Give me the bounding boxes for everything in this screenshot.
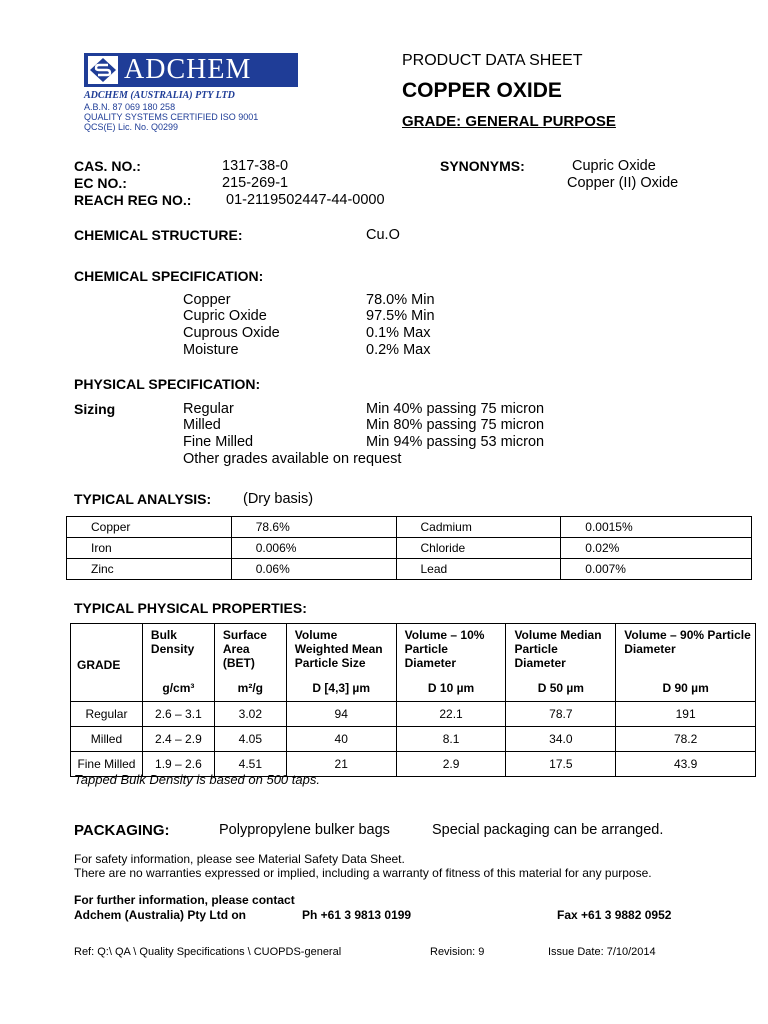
sizing-value: Min 94% passing 53 micron — [366, 434, 545, 450]
table-cell: 0.06% — [231, 559, 396, 580]
doc-revision: Revision: 9 — [430, 946, 485, 958]
packaging-label: PACKAGING: — [74, 822, 170, 839]
properties-table — [70, 623, 756, 777]
safety-note: For safety information, please see Material Safety Data Sheet. — [74, 852, 405, 866]
sizing-grade: Fine Milled — [183, 434, 254, 450]
reach-label: REACH REG NO.: — [74, 192, 192, 208]
table-cell: Fine Milled — [71, 752, 143, 777]
table-cell: Iron — [67, 538, 232, 559]
structure-value: Cu.O — [366, 227, 400, 243]
analysis-table — [66, 516, 752, 580]
table-cell: 4.05 — [214, 727, 286, 752]
contact-phone: Ph +61 3 9813 0199 — [302, 908, 412, 922]
contact-fax: Fax +61 3 9882 0952 — [557, 908, 672, 922]
company-abn: A.B.N. 87 069 180 258 — [84, 102, 176, 112]
product-title: COPPER OXIDE — [402, 79, 562, 102]
phys-spec-label: PHYSICAL SPECIFICATION: — [74, 376, 261, 392]
chem-spec-name: Cupric Oxide — [183, 308, 267, 324]
table-cell: 0.007% — [561, 559, 752, 580]
col-header-title: Bulk Density — [150, 628, 195, 656]
table-cell: 17.5 — [506, 752, 616, 777]
properties-note: Tapped Bulk Density is based on 500 taps. — [74, 772, 320, 787]
table-cell: Copper — [67, 517, 232, 538]
col-header-bulk-density — [142, 624, 214, 702]
col-header-d90 — [616, 624, 756, 702]
table-row — [67, 559, 752, 580]
chem-spec-value: 0.1% Max — [366, 325, 431, 341]
table-cell: 3.02 — [214, 702, 286, 727]
chem-spec-value: 78.0% Min — [366, 292, 435, 308]
table-cell: 8.1 — [396, 727, 506, 752]
col-header-grade: GRADE — [71, 624, 143, 702]
col-header-unit: D [4,3] µm — [312, 681, 370, 695]
warranty-note: There are no warranties expressed or implied, including a warranty of fitness of this material for any purpose. — [74, 866, 652, 880]
sizing-grade: Milled — [183, 417, 221, 433]
col-header-unit: D 90 µm — [662, 681, 709, 695]
chem-spec-label: CHEMICAL SPECIFICATION: — [74, 268, 264, 284]
col-header-d10 — [396, 624, 506, 702]
table-row — [71, 702, 756, 727]
cas-value: 1317-38-0 — [222, 158, 289, 174]
col-header-title: Volume – 10% Particle Diameter — [404, 628, 485, 670]
col-header-title: Volume Median Particle Diameter — [514, 628, 602, 670]
table-cell: 0.02% — [561, 538, 752, 559]
table-cell: 78.2 — [616, 727, 756, 752]
chem-spec-name: Cuprous Oxide — [183, 325, 280, 341]
logo-emblem-icon — [88, 56, 118, 84]
table-cell: 94 — [286, 702, 396, 727]
synonym-1: Cupric Oxide — [572, 158, 656, 174]
contact-intro: For further information, please contact — [74, 893, 295, 907]
company-qcs: QCS(E) Lic. No. Q0299 — [84, 122, 179, 132]
chem-spec-name: Moisture — [183, 342, 239, 358]
table-row — [67, 538, 752, 559]
synonym-2: Copper (II) Oxide — [567, 175, 679, 191]
chem-spec-value: 97.5% Min — [366, 308, 435, 324]
table-row — [67, 517, 752, 538]
company-name-line: ADCHEM (AUSTRALIA) PTY LTD — [84, 90, 235, 101]
table-row — [71, 727, 756, 752]
ec-value: 215-269-1 — [222, 175, 289, 191]
col-header-title: Volume – 90% Particle Diameter — [624, 628, 751, 656]
table-cell: 0.006% — [231, 538, 396, 559]
cas-label: CAS. NO.: — [74, 158, 141, 174]
structure-label: CHEMICAL STRUCTURE: — [74, 227, 243, 243]
table-cell: 2.4 – 2.9 — [142, 727, 214, 752]
doc-issue-date: Issue Date: 7/10/2014 — [548, 946, 656, 958]
table-cell: Milled — [71, 727, 143, 752]
table-cell: 4.51 — [214, 752, 286, 777]
table-cell: 0.0015% — [561, 517, 752, 538]
doc-reference: Ref: Q:\ QA \ Quality Specifications \ CUOPDS-general — [74, 946, 342, 958]
logo-text: ADCHEM — [124, 54, 252, 85]
ec-label: EC NO.: — [74, 175, 127, 191]
contact-company: Adchem (Australia) Pty Ltd on — [74, 908, 247, 922]
synonyms-label: SYNONYMS: — [440, 158, 525, 174]
table-cell: 2.9 — [396, 752, 506, 777]
col-header-unit: D 10 µm — [427, 681, 475, 695]
table-cell: 34.0 — [506, 727, 616, 752]
chem-spec-name: Copper — [183, 292, 231, 308]
reach-value: 01-2119502447-44-0000 — [226, 192, 385, 208]
col-header-unit: m²/g — [237, 681, 263, 695]
chem-spec-value: 0.2% Max — [366, 342, 431, 358]
col-header-mean-size — [286, 624, 396, 702]
packaging-note: Special packaging can be arranged. — [432, 822, 664, 838]
company-logo — [84, 53, 298, 87]
table-cell: Cadmium — [396, 517, 561, 538]
sizing-other: Other grades available on request — [183, 451, 402, 467]
packaging-value: Polypropylene bulker bags — [219, 822, 390, 838]
table-header-row — [71, 624, 756, 702]
analysis-basis: (Dry basis) — [243, 491, 314, 507]
table-cell: 78.7 — [506, 702, 616, 727]
grade-title: GRADE: GENERAL PURPOSE — [402, 113, 616, 130]
table-cell: 2.6 – 3.1 — [142, 702, 214, 727]
company-quality: QUALITY SYSTEMS CERTIFIED ISO 9001 — [84, 112, 259, 122]
doc-type-title: PRODUCT DATA SHEET — [402, 52, 583, 69]
analysis-label: TYPICAL ANALYSIS: — [74, 491, 212, 507]
table-cell: 43.9 — [616, 752, 756, 777]
col-header-surface-area — [214, 624, 286, 702]
col-header-title: Surface Area (BET) — [222, 628, 267, 670]
sizing-grade: Regular — [183, 401, 234, 417]
table-cell: Regular — [71, 702, 143, 727]
sizing-label: Sizing — [74, 401, 116, 417]
table-cell: 1.9 – 2.6 — [142, 752, 214, 777]
table-cell: 40 — [286, 727, 396, 752]
sizing-value: Min 40% passing 75 micron — [366, 401, 545, 417]
table-cell: 22.1 — [396, 702, 506, 727]
table-cell: 191 — [616, 702, 756, 727]
table-cell: 78.6% — [231, 517, 396, 538]
col-header-d50 — [506, 624, 616, 702]
col-header-unit: D 50 µm — [537, 681, 584, 695]
sizing-value: Min 80% passing 75 micron — [366, 417, 545, 433]
properties-label: TYPICAL PHYSICAL PROPERTIES: — [74, 600, 307, 616]
col-header-unit: g/cm³ — [162, 681, 195, 695]
table-cell: Chloride — [396, 538, 561, 559]
table-cell: Lead — [396, 559, 561, 580]
table-cell: 21 — [286, 752, 396, 777]
col-header-title: Volume Weighted Mean Particle Size — [294, 628, 383, 670]
table-cell: Zinc — [67, 559, 232, 580]
